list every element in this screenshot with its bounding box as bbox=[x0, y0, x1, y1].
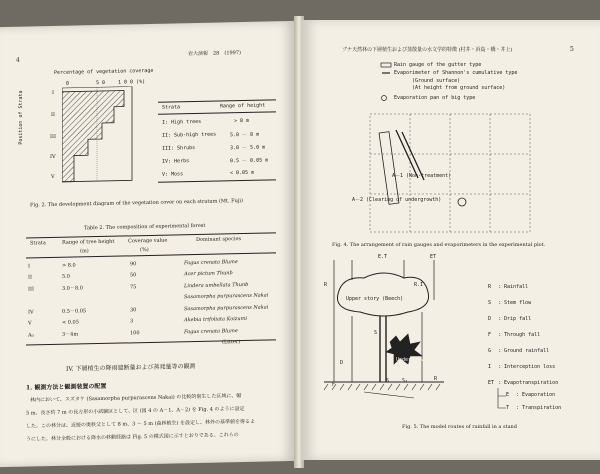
fig4-legend-item: Evaporimeter of Shannon's cumulative type bbox=[394, 70, 518, 76]
fig5-key-item bbox=[488, 316, 531, 322]
table-cell: II bbox=[28, 274, 32, 281]
key-sym: E bbox=[506, 392, 510, 398]
body-line: 林内において、スズタケ (Sasamorpha purpurascens Nakai) の比較的密生した区域に、幅 bbox=[30, 393, 242, 404]
table2-header-height: Range of tree height bbox=[62, 238, 115, 246]
body-line: うにした。林分全般における降水の移動経路は Fig. 5 の模式図に示すとおりである。これらの bbox=[26, 432, 239, 443]
key-row bbox=[162, 145, 195, 152]
table-cell bbox=[128, 338, 182, 351]
left-page bbox=[0, 21, 296, 467]
table2-header-species: Dominant species bbox=[196, 236, 242, 243]
table2-header-coverage: Coverage value bbox=[128, 237, 168, 245]
table-cell: 3－4m bbox=[62, 331, 79, 339]
section-heading: IV. 下層植生の降雨遮断量および蒸発量等の観測 bbox=[66, 363, 196, 373]
table-cell: IV bbox=[28, 309, 34, 316]
key-text: : Drip fall bbox=[498, 316, 532, 322]
table-cell: III bbox=[28, 286, 34, 293]
key-range: 5.0 － 8 m bbox=[230, 131, 260, 139]
table-cell: < 0.05 bbox=[62, 319, 79, 327]
fig5-label-d: D bbox=[340, 360, 344, 366]
table-cell: Sasamorpha purpurascens Nakai bbox=[184, 292, 269, 301]
table2-header-strata: Strata bbox=[30, 240, 46, 247]
fig5-label-et: ET bbox=[430, 254, 437, 260]
running-head: ブナ天然林の下層植生および蒸散量の水文学的特徴 (村井・浜島・橋・井上) bbox=[342, 47, 513, 53]
strata-mark-1: I bbox=[52, 89, 54, 97]
table-cell: 30 bbox=[130, 306, 137, 314]
fig5-key-item bbox=[506, 405, 561, 411]
table-cell: 3 bbox=[130, 318, 134, 325]
key-sym: S bbox=[488, 300, 492, 306]
fig5-key-item bbox=[506, 392, 555, 398]
key-name: : Shrubs bbox=[171, 145, 196, 152]
fig5-label-ri: R.I bbox=[414, 282, 424, 288]
fig2-tick-0: 0 bbox=[66, 80, 70, 87]
table2-unit-height: (m) bbox=[80, 248, 89, 255]
key-text: : Evaporation bbox=[516, 392, 556, 398]
key-text: : Interception loss bbox=[498, 364, 556, 370]
strata-mark-2: II bbox=[51, 111, 55, 119]
body-line: した。この林分は、近接の奥秩父として 8 m、3 ～ 5 m (森林植生) を設定し、林外の基準値を得るよ bbox=[26, 418, 256, 430]
key-header-range: Range of height bbox=[220, 102, 266, 110]
fig5-label-s: S bbox=[374, 330, 378, 336]
fig5-key-item bbox=[488, 300, 531, 306]
key-rule-bottom bbox=[158, 179, 276, 182]
key-sym: I bbox=[488, 364, 492, 370]
table-cell: V bbox=[28, 320, 32, 327]
key-text: : Through fall bbox=[498, 332, 541, 338]
fig2-caption: Fig. 2. The development diagram of the vegetation cover on each stratum (Mt. Fuji) bbox=[30, 198, 243, 209]
key-text: : Stem flow bbox=[498, 300, 532, 306]
fig2-ylabel: Position of Strata bbox=[18, 90, 24, 145]
table-cell: I bbox=[28, 263, 30, 270]
fig5-label-et2: E.T bbox=[378, 254, 388, 260]
table-cell: 3.0－8.0 bbox=[62, 285, 83, 293]
table-cell: 5.0 bbox=[62, 273, 70, 281]
table-cell bbox=[60, 339, 128, 352]
table-cell: Lindera umbellata Thunb bbox=[184, 281, 249, 289]
key-row bbox=[162, 132, 216, 139]
key-sym: I bbox=[162, 119, 166, 126]
strata-mark-5: V bbox=[51, 173, 55, 181]
table-cell: > 8.0 bbox=[62, 262, 76, 269]
fig5-key-item bbox=[488, 348, 549, 354]
gutter-gauge-icon bbox=[381, 63, 391, 67]
key-sym: T bbox=[506, 405, 510, 411]
key-range: < 0.05 m bbox=[230, 169, 255, 177]
fig5-key-item bbox=[488, 380, 558, 386]
subheading: 1. 観測方法と観測装置の配置 bbox=[26, 382, 107, 392]
key-name: : Moss bbox=[165, 171, 184, 178]
key-row bbox=[162, 171, 183, 177]
key-header-strata: Strata bbox=[162, 104, 181, 111]
key-text: : Transpiration bbox=[516, 405, 562, 411]
right-page bbox=[302, 20, 600, 460]
key-text: : Ground rainfall bbox=[498, 348, 550, 354]
table-cell: Acer pictum Thunb bbox=[184, 270, 233, 278]
fig4-legend-item: (At height from ground surface) bbox=[412, 85, 506, 91]
table-cell: 75 bbox=[130, 283, 137, 291]
key-sym: F bbox=[488, 332, 492, 338]
running-head: 岩大演報 28 (1997) bbox=[188, 50, 241, 58]
key-name: : Sub-high trees bbox=[168, 131, 217, 139]
table-cell bbox=[26, 294, 60, 306]
key-sym: III bbox=[162, 145, 172, 152]
table2-caption: Table 2. The composition of experimental forest bbox=[84, 222, 206, 232]
table-cell bbox=[26, 340, 60, 352]
fig2-title: Percentage of vegetation coverage bbox=[54, 67, 154, 76]
fig2-tick-50: 5 0 bbox=[96, 79, 106, 87]
table-cell: Fagus crenata Blume bbox=[184, 258, 238, 266]
key-sym: IV bbox=[162, 158, 169, 165]
key-text: : Evapotranspiration bbox=[498, 380, 559, 386]
key-text: : Rainfall bbox=[498, 284, 529, 290]
key-sym: V bbox=[162, 171, 166, 178]
fig4-caption: Fig. 4. The arrangement of rain gauges and evaporimeters in the experimental plot. bbox=[332, 242, 546, 248]
table2 bbox=[26, 255, 276, 352]
key-sym: G bbox=[488, 348, 492, 354]
fig5-label-f: F bbox=[332, 382, 336, 388]
fig4-label-a1: A－1 (Non-treatment) bbox=[392, 173, 452, 179]
fig5-caption: Fig. 5. The model routes of rainfall in a stand bbox=[402, 424, 517, 430]
key-range: 3.0 － 5.0 m bbox=[230, 144, 266, 152]
table-cell: 100 bbox=[130, 329, 140, 337]
fig5-label-under: Undergrowth bbox=[396, 357, 430, 363]
table-cell: (Litter) bbox=[222, 339, 241, 346]
fig4-legend-symbols bbox=[380, 62, 394, 108]
table-cell: 0.5－0.05 bbox=[62, 308, 87, 316]
fig5-key-item bbox=[488, 284, 528, 290]
table-cell: Fagus crenata Blume bbox=[184, 327, 238, 335]
key-sym: D bbox=[488, 316, 492, 322]
fig5-model-diagram bbox=[324, 260, 444, 400]
table-cell: 50 bbox=[130, 272, 137, 279]
fig5-label-s3: S₁ bbox=[402, 378, 409, 384]
fig4-legend-item: (Ground surface) bbox=[412, 78, 461, 84]
key-rule-mid bbox=[158, 111, 276, 114]
fig5-key-item bbox=[488, 364, 555, 370]
key-sym: II bbox=[162, 132, 169, 139]
table-cell: Sasamorpha purpurascens Nakai bbox=[184, 304, 269, 312]
fig5-label-r: R bbox=[324, 282, 328, 288]
evaporation-pan-icon bbox=[382, 96, 387, 101]
key-range: 0.5 － 0.05 m bbox=[230, 157, 269, 165]
table2-unit-coverage: (%) bbox=[140, 246, 149, 254]
table-cell: Akebia trifoliata Koizumi bbox=[184, 316, 247, 324]
key-sym: R bbox=[488, 284, 492, 290]
key-row bbox=[162, 119, 201, 126]
body-line: 5 m、長さ約 7 m の長方形の小試験区として、区 (図 4 の A－1、A－2) を Fig. 4 のように設定 bbox=[26, 405, 245, 417]
strata-mark-3: III bbox=[50, 133, 56, 141]
key-range: > 8 m bbox=[234, 117, 250, 125]
page-number: 4 bbox=[16, 56, 20, 64]
table-cell: A₀ bbox=[28, 332, 34, 339]
key-sym: ET bbox=[488, 380, 495, 386]
fig2-tick-100: 1 0 0 (%) bbox=[118, 79, 146, 86]
page-number: 5 bbox=[570, 46, 574, 53]
fig5-key-item bbox=[488, 332, 540, 338]
table-cell: 90 bbox=[130, 260, 137, 268]
key-name: : Herbs bbox=[168, 158, 190, 165]
fig4-legend-item: Rain gauge of the gutter type bbox=[394, 62, 482, 68]
strata-mark-4: IV bbox=[50, 153, 56, 161]
fig5-label-upper: Upper story (Beech) bbox=[346, 296, 404, 302]
key-row bbox=[162, 158, 189, 165]
key-name: : High trees bbox=[165, 118, 202, 126]
fig5-label-s2: S bbox=[386, 378, 390, 384]
fig4-legend-item: Evaporation pan of big type bbox=[394, 95, 476, 101]
fig4-label-a2: A－2 (Clearing of undergrowth) bbox=[352, 197, 442, 203]
fig5-label-r2: R bbox=[434, 376, 438, 382]
fig2-coverage-graph bbox=[62, 86, 142, 188]
